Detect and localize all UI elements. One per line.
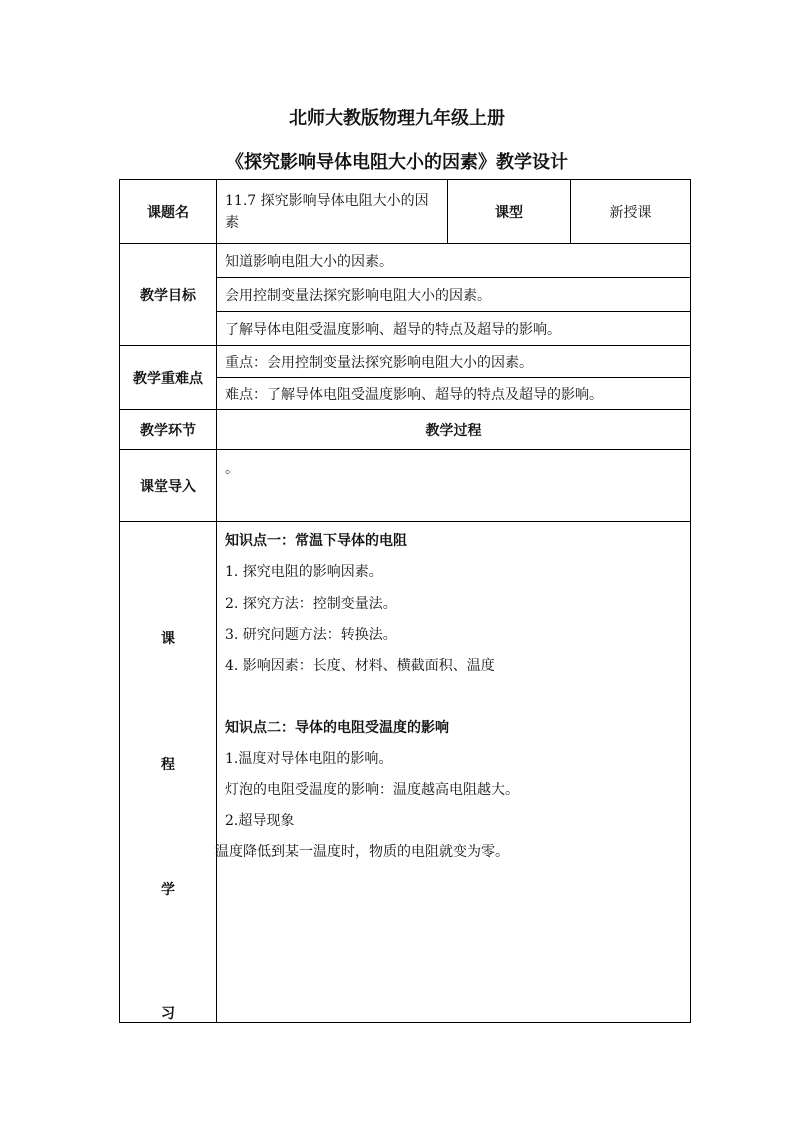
study-label-char: 程 — [161, 757, 175, 773]
study-label — [120, 522, 217, 1023]
study-label-char: 课 — [161, 631, 175, 647]
goal-item: 会用控制变量法探究影响电阻大小的因素。 — [217, 278, 691, 312]
study-label-char: 习 — [161, 1006, 175, 1022]
study-content — [217, 522, 691, 1023]
document-title: 北师大教版物理九年级上册 — [289, 108, 505, 129]
study-line: 灯泡的电阻受温度的影响：温度越高电阻越大。 — [225, 782, 519, 798]
study-line: 1. 探究电阻的影响因素。 — [225, 564, 383, 580]
section-heading: 知识点一：常温下导体的电阻 — [225, 533, 407, 549]
goals-label: 教学目标 — [120, 244, 217, 346]
section-heading: 知识点二：导体的电阻受温度的影响 — [225, 720, 449, 736]
intro-text: 。 — [217, 450, 691, 522]
key-points-label: 教学重难点 — [120, 346, 217, 410]
document-subtitle: 《探究影响导体电阻大小的因素》教学设计 — [226, 152, 568, 173]
study-line: 1.温度对导体电阻的影响。 — [225, 751, 393, 767]
goal-item: 了解导体电阻受温度影响、超导的特点及超导的影响。 — [217, 312, 691, 346]
difficult-point: 难点：了解导体电阻受温度影响、超导的特点及超导的影响。 — [217, 378, 691, 410]
study-line: 2.超导现象 — [225, 813, 295, 829]
study-line: 4. 影响因素：长度、材料、横截面积、温度 — [225, 658, 495, 674]
lesson-plan-table — [119, 179, 691, 1023]
study-line: 3. 研究问题方法：转换法。 — [225, 627, 397, 643]
topic-label: 课题名 — [120, 180, 217, 244]
topic-value: 11.7 探究影响导体电阻大小的因素 — [217, 180, 448, 244]
intro-label: 课堂导入 — [120, 450, 217, 522]
study-label-char: 学 — [161, 882, 175, 898]
study-line: 2. 探究方法：控制变量法。 — [225, 596, 397, 612]
type-value: 新授课 — [571, 180, 691, 244]
key-point: 重点：会用控制变量法探究影响电阻大小的因素。 — [217, 346, 691, 378]
type-label: 课型 — [448, 180, 571, 244]
stage-label: 教学环节 — [120, 410, 217, 450]
process-label: 教学过程 — [217, 410, 691, 450]
goal-item: 知道影响电阻大小的因素。 — [217, 244, 691, 278]
study-line: 温度降低到某一温度时，物质的电阻就变为零。 — [215, 844, 509, 860]
